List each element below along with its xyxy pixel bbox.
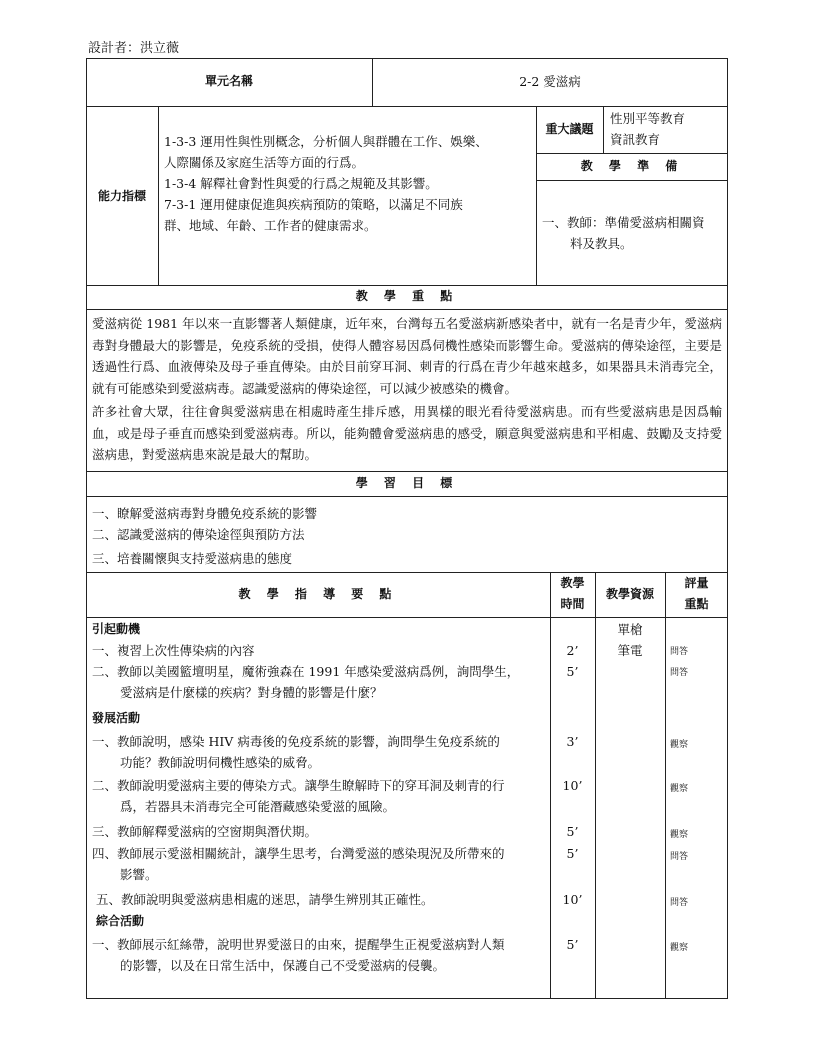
points-header: 教 學 指 導 要 點 [238, 587, 398, 601]
row-eval: 問答 [670, 852, 689, 862]
row-time: 5’ [566, 937, 579, 952]
row-eval: 問答 [670, 668, 689, 678]
time-header: 時間 [560, 597, 585, 611]
row-text: 五、教師說明與愛滋病患相處的迷思，請學生辨別其正確性。 [96, 892, 434, 907]
resource-item: 單槍 [617, 622, 643, 637]
row-eval: 觀察 [670, 943, 689, 953]
row-text: 一、教師展示紅絲帶，說明世界愛滋日的由來，提醒學生正視愛滋病對人類 [92, 937, 505, 952]
row-text: 二、教師以美國籃壇明星，魔術強森在 1991 年感染愛滋病爲例，詢問學生， [92, 664, 520, 679]
row-text: 三、教師解釋愛滋病的空窗期與潛伏期。 [92, 824, 318, 839]
goal-item: 一、瞭解愛滋病毒對身體免疫系統的影響 [92, 506, 318, 521]
resource-item: 筆電 [617, 643, 643, 658]
prep-line: 料及教具。 [570, 236, 633, 251]
row-text: 四、教師展示愛滋相關統計，讓學生思考，台灣愛滋的感染現況及所帶來的 [92, 846, 505, 861]
ability-line: 人際關係及家庭生活等方面的行爲。 [164, 155, 365, 170]
row-text: 的影響，以及在日常生活中，保護自己不受愛滋病的侵襲。 [120, 958, 446, 973]
row-text: 爲，若器具未消毒完全可能潛藏感染愛滋的風險。 [120, 799, 396, 814]
row-time: 10’ [562, 778, 583, 793]
ability-line: 7-3-1 運用健康促進與疾病預防的策略，以滿足不同族 [164, 197, 463, 212]
row-text: 功能？教師說明伺機性感染的威脅。 [120, 755, 321, 770]
row-eval: 觀察 [670, 740, 689, 750]
time-header: 教學 [560, 576, 585, 590]
row-eval: 問答 [670, 898, 689, 908]
focus-label: 教 學 重 點 [355, 289, 459, 303]
goal-item: 三、培養關懷與支持愛滋病患的態度 [92, 551, 293, 566]
prep-line: 一、教師：準備愛滋病相關資 [542, 215, 705, 230]
resource-header: 教學資源 [605, 587, 654, 601]
prep-label: 教 學 準 備 [580, 159, 684, 173]
focus-paragraph: 許多社會大眾，往往會與愛滋病患在相處時產生排斥感，用異樣的眼光看待愛滋病患。而有些愛滋病患是因爲輸血，或是母子垂直而感染到愛滋病毒。所以，能夠體會愛滋病患的感受，願意與愛滋病患和平相處、鼓勵及支持愛滋病患，對愛滋病患來說是最大的幫助。 [92, 404, 722, 463]
row-eval: 問答 [670, 647, 689, 657]
row-text: 愛滋病是什麼樣的疾病？對身體的影響是什麼？ [120, 685, 383, 700]
eval-header: 評量 [684, 576, 709, 590]
ability-line: 群、地域、年齡、工作者的健康需求。 [164, 218, 377, 233]
row-text: 一、教師說明，感染 HIV 病毒後的免疫系統的影響，詢問學生免疫系統的 [92, 734, 500, 749]
row-text: 一、複習上次性傳染病的內容 [92, 643, 255, 658]
major-issue-item: 資訊教育 [610, 132, 661, 147]
row-time: 5’ [566, 846, 579, 861]
section-heading: 綜合活動 [96, 914, 145, 928]
row-time: 3’ [566, 734, 579, 749]
ability-line: 1-3-4 解釋社會對性與愛的行爲之規範及其影響。 [164, 176, 438, 191]
unit-value: 2-2 愛滋病 [519, 74, 581, 89]
row-time: 2’ [566, 643, 579, 658]
row-time: 5’ [566, 824, 579, 839]
eval-header: 重點 [684, 597, 709, 611]
section-heading: 發展活動 [92, 711, 141, 725]
row-eval: 觀察 [670, 830, 689, 840]
ability-label: 能力指標 [97, 189, 146, 203]
unit-label: 單元名稱 [204, 74, 253, 88]
row-time: 10’ [562, 892, 583, 907]
designer-credit: 設計者：洪立薇 [88, 41, 180, 56]
section-heading: 引起動機 [92, 622, 141, 636]
focus-paragraph: 愛滋病從 1981 年以來一直影響著人類健康，近年來，台灣每五名愛滋病新感染者中，就有一名是青少年，愛滋病毒對身體最大的影響是，免疫系統的受損，使得人體容易因爲伺機性感染而影響生命。愛滋病的傳染途徑，主要是透過性行爲、血液傳染及母子垂直傳染。由於目前穿耳洞、刺青的行爲在青少年越來越多，如果器具未消毒完全，就有可能感染到愛滋病毒。認識愛滋病的傳染途徑，可以減少被感染的機會。 [92, 316, 722, 397]
row-text: 影響。 [120, 867, 158, 882]
ability-line: 1-3-3 運用性與性別概念，分析個人與群體在工作、娛樂、 [164, 134, 488, 149]
row-time: 5’ [566, 664, 579, 679]
major-issue-item: 性別平等教育 [610, 111, 686, 126]
goals-label: 學 習 目 標 [355, 476, 459, 490]
goal-item: 二、認識愛滋病的傳染途徑與預防方法 [92, 527, 305, 542]
major-issue-label: 重大議題 [545, 122, 594, 136]
row-eval: 觀察 [670, 784, 689, 794]
row-text: 二、教師說明愛滋病主要的傳染方式。讓學生瞭解時下的穿耳洞及刺青的行 [92, 778, 505, 793]
